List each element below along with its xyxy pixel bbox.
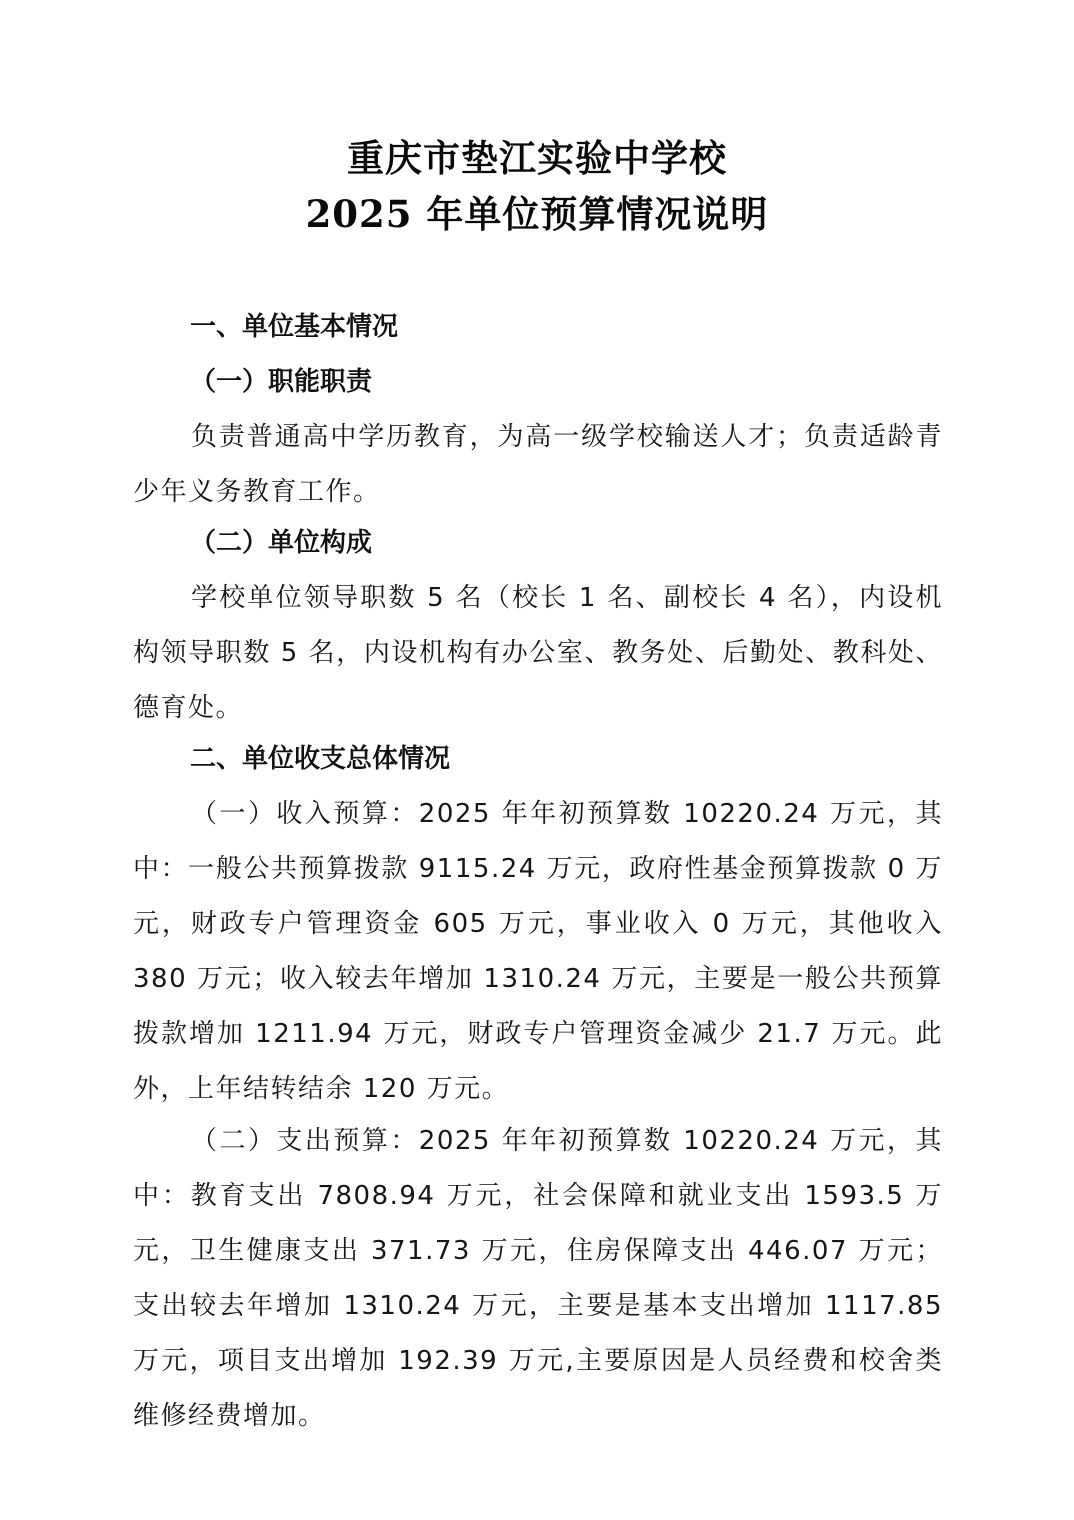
section1-sub2-paragraph: 学校单位领导职数 5 名（校长 1 名、副校长 4 名），内设机构领导职数 5 名，内设机构有办公室、教务处、后勤处、教科处、德育处。 <box>133 583 943 723</box>
document-title-line2: 2025 年单位预算情况说明 <box>305 192 769 236</box>
document-title-line1: 重庆市垫江实验中学校 <box>347 136 727 180</box>
section2-expense-paragraph: （二）支出预算：2025 年年初预算数 10220.24 万元，其中：教育支出 7808.94 万元，社会保障和就业支出 1593.5 万元，卫生健康支出 371.73 万元，住房保障支出 446.07 万元；支出较去年增加 1310.24 万元，主要是基本支出增加 1117.85 万元，项目支出增加 192.39 万元,主要原因是人员经费和校舍类维修经费增加。 <box>133 1126 943 1431</box>
section1-heading: 一、单位基本情况 <box>190 312 399 342</box>
section1-sub2-heading: （二）单位构成 <box>190 528 373 558</box>
section2-income-paragraph: （一）收入预算：2025 年年初预算数 10220.24 万元，其中：一般公共预算拨款 9115.24 万元，政府性基金预算拨款 0 万元，财政专户管理资金 605 万元，事业收入 0 万元，其他收入 380 万元；收入较去年增加 1310.24 万元，主要是一般公共预算拨款增加 1211.94 万元，财政专户管理资金减少 21.7 万元。此外，上年结转结余 120 万元。 <box>133 799 943 1104</box>
section1-sub1-paragraph: 负责普通高中学历教育，为高一级学校输送人才；负责适龄青少年义务教育工作。 <box>133 422 943 507</box>
section1-sub1-heading: （一）职能职责 <box>190 367 373 397</box>
section2-heading: 二、单位收支总体情况 <box>190 744 451 774</box>
